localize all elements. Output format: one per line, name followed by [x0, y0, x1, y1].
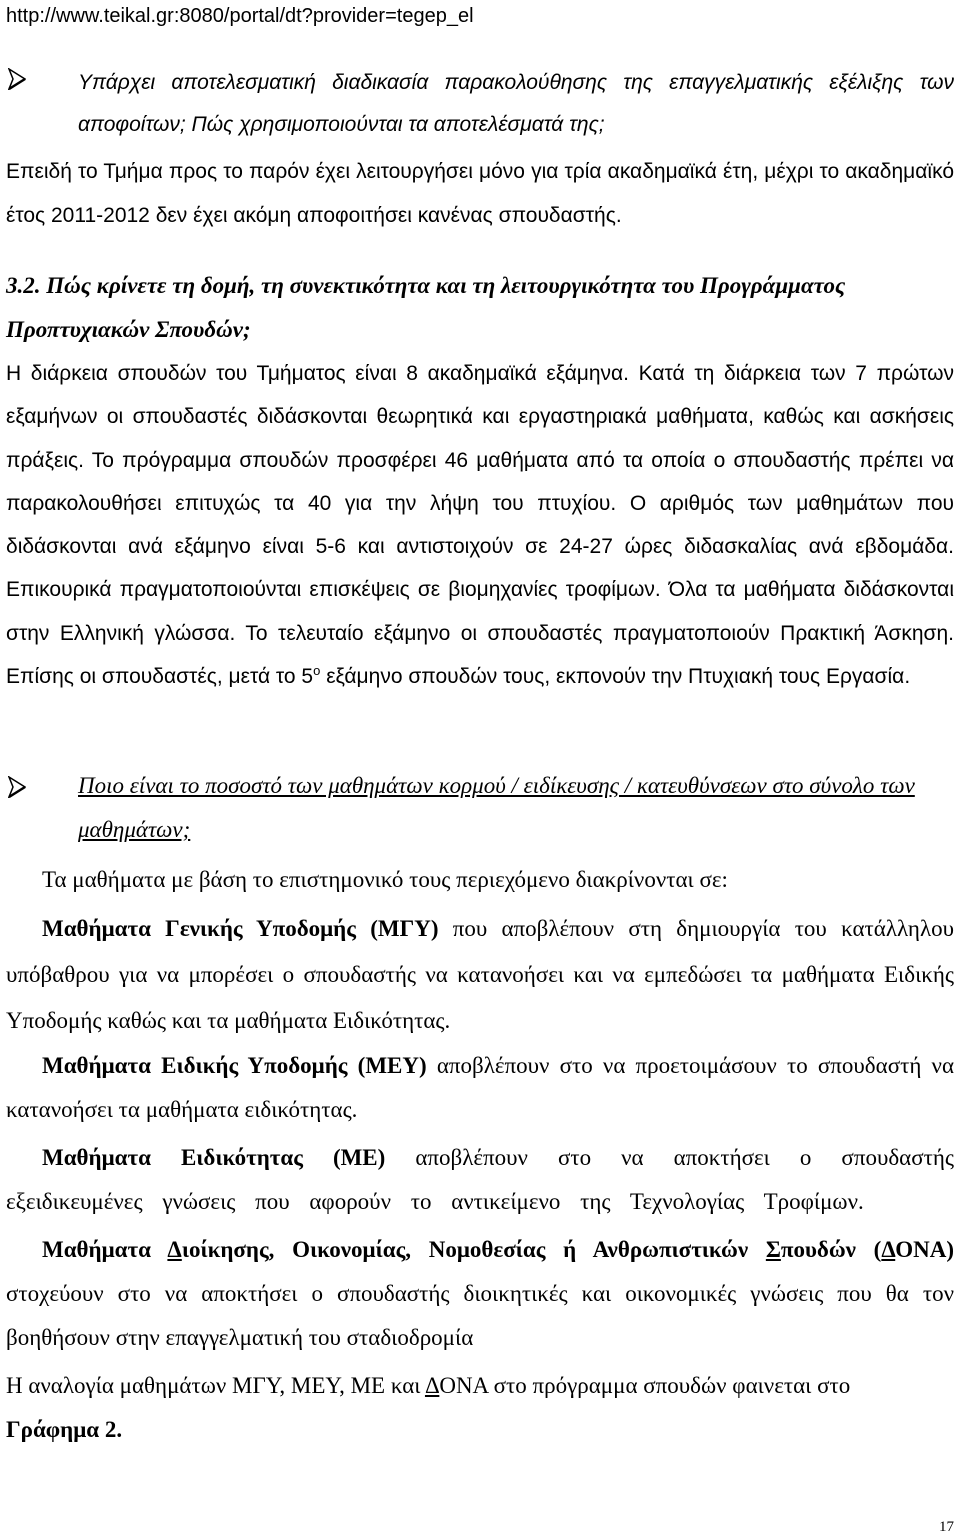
category-mgy-text: που αποβλέπουν στη δημιουργία του κατάλληλου υπόβαθρου για να μπορέσει ο σπουδαστής να κατανοήσει και να εμπεδώσει τα μαθήματα Ειδικής Υποδομής καθώς και τα μαθήματα Ειδικότητας. [6, 916, 954, 1033]
page-number: 17 [939, 1519, 954, 1535]
ratio-text-2: ΟΝΑ στο πρόγραμμα σπουδών φαινεται στο [439, 1373, 851, 1398]
category-mey-text: αποβλέπουν στο να προετοιμάσουν το σπουδαστή να κατανοήσει τα μαθήματα ειδικότητας. [6, 1053, 955, 1122]
category-mgy [6, 906, 954, 1044]
paragraph-main-text: Η διάρκεια σπουδών του Τμήματος είναι 8 ακαδημαϊκά εξάμηνα. Κατά τη διάρκεια των 7 πρώτων εξαμήνων οι σπουδαστές διδάσκονται θεωρητικά και εργαστηριακά μαθήματα, καθώς και ασκήσεις πράξεις. Το πρόγραμμα σπουδών προσφέρει 46 μαθήματα από τα οποία ο σπουδαστής πρέπει να παρακολουθήσει επιτυχώς τα 40 για την λήψη του πτυχίου. Ο αριθμός των μαθημάτων που διδάσκονται ανά εξάμηνο είναι 5-6 και αντιστοιχούν σε 24-27 ώρες διδασκαλίας ανά εβδομάδα. Επικουρικά πραγματοποιούνται επισκέψεις σε βιομηχανίες τροφίμων. Όλα τα μαθήματα διδάσκονται στην Ελληνική γλώσσα. Το τελευταίο εξάμηνο οι σπουδαστές πραγματοποιούν Πρακτική Άσκηση. Επίσης οι σπουδαστές, μετά το 5 [6, 362, 954, 689]
category-dona-text: στοχεύουν στο να αποκτήσει ο σπουδαστής διοικητικές και οικονομικές γνώσεις που θα τον βοηθήσουν στην επαγγελματική του σταδιοδρομία [6, 1281, 954, 1350]
category-mey-title: Μαθήματα Ειδικής Υποδομής (ΜΕΥ) [42, 1053, 427, 1078]
category-me-title: Μαθήματα Ειδικότητας (ΜΕ) [42, 1145, 386, 1170]
category-dona-title-underlined: Δ [167, 1237, 182, 1262]
category-mey [6, 1044, 954, 1132]
ratio-paragraph [6, 1364, 954, 1452]
question-2-intro: Τα μαθήματα με βάση το επιστημονικό τους περιεχόμενο διακρίνονται σε: [42, 867, 728, 892]
paragraph-end-text: εξάμηνο σπουδών τους, εκπονούν την Πτυχιακή τους Εργασία. [320, 665, 911, 689]
question-1-text: Υπάρχει αποτελεσματική διαδικασία παρακολούθησης της επαγγελματικής εξέλιξης των αποφοίτων; Πώς χρησιμοποιούνται τα αποτελέσματά της; [78, 71, 954, 136]
category-mgy-title: Μαθήματα Γενικής Υποδομής (ΜΓΥ) [42, 916, 439, 941]
figure-reference[interactable]: Γράφημα 2. [6, 1417, 123, 1442]
category-dona-title-prefix: Μαθήματα [42, 1237, 168, 1262]
category-dona-title-middle: ιοίκησης, Οικονομίας, Νομοθεσίας ή Ανθρωπιστικών [181, 1237, 766, 1262]
category-dona-title-middle-2: πουδών ( [780, 1237, 882, 1262]
ratio-underlined-letter: Δ [424, 1373, 440, 1398]
category-dona-title-underlined-3: Δ [881, 1237, 896, 1262]
category-me [6, 1136, 954, 1224]
question-1-answer: Επειδή το Τμήμα προς το παρόν έχει λειτουργήσει μόνο για τρία ακαδημαϊκά έτη, μέχρι το ακαδημαϊκό έτος 2011-2012 δεν έχει ακόμη αποφοιτήσει κανένας σπουδαστής. [6, 160, 954, 227]
arrowhead-bullet-icon [8, 68, 26, 90]
bullet-question-1 [6, 62, 960, 146]
ordinal-superscript: ο [313, 663, 321, 679]
question-2-text: Ποιο είναι το ποσοστό των μαθημάτων κορμού / ειδίκευσης / κατευθύνσεων στο σύνολο των μαθημάτων; [78, 773, 915, 842]
section-paragraph [6, 352, 954, 698]
ratio-text: Η αναλογία μαθημάτων ΜΓΥ, ΜΕΥ, ΜΕ και [6, 1373, 425, 1398]
section-heading: 3.2. Πώς κρίνετε τη δομή, τη συνεκτικότητα και τη λειτουργικότητα του Προγράμματος Προπτυχιακών Σπουδών; [6, 273, 846, 342]
category-me-text: αποβλέπουν στο να αποκτήσει ο σπουδαστής εξειδικευμένες γνώσεις που αφορούν το αντικείμενο της Τεχνολογίας Τροφίμων. [6, 1145, 954, 1214]
category-dona-title [42, 1237, 954, 1262]
bullet-question-2 [6, 764, 960, 852]
page-url[interactable]: http://www.teikal.gr:8080/portal/dt?provider=tegep_el [6, 5, 474, 27]
arrowhead-bullet-icon [8, 776, 26, 798]
category-dona [6, 1228, 954, 1360]
category-dona-title-suffix: ΟΝΑ) [895, 1237, 954, 1262]
category-dona-title-underlined-2: Σ [765, 1237, 781, 1262]
